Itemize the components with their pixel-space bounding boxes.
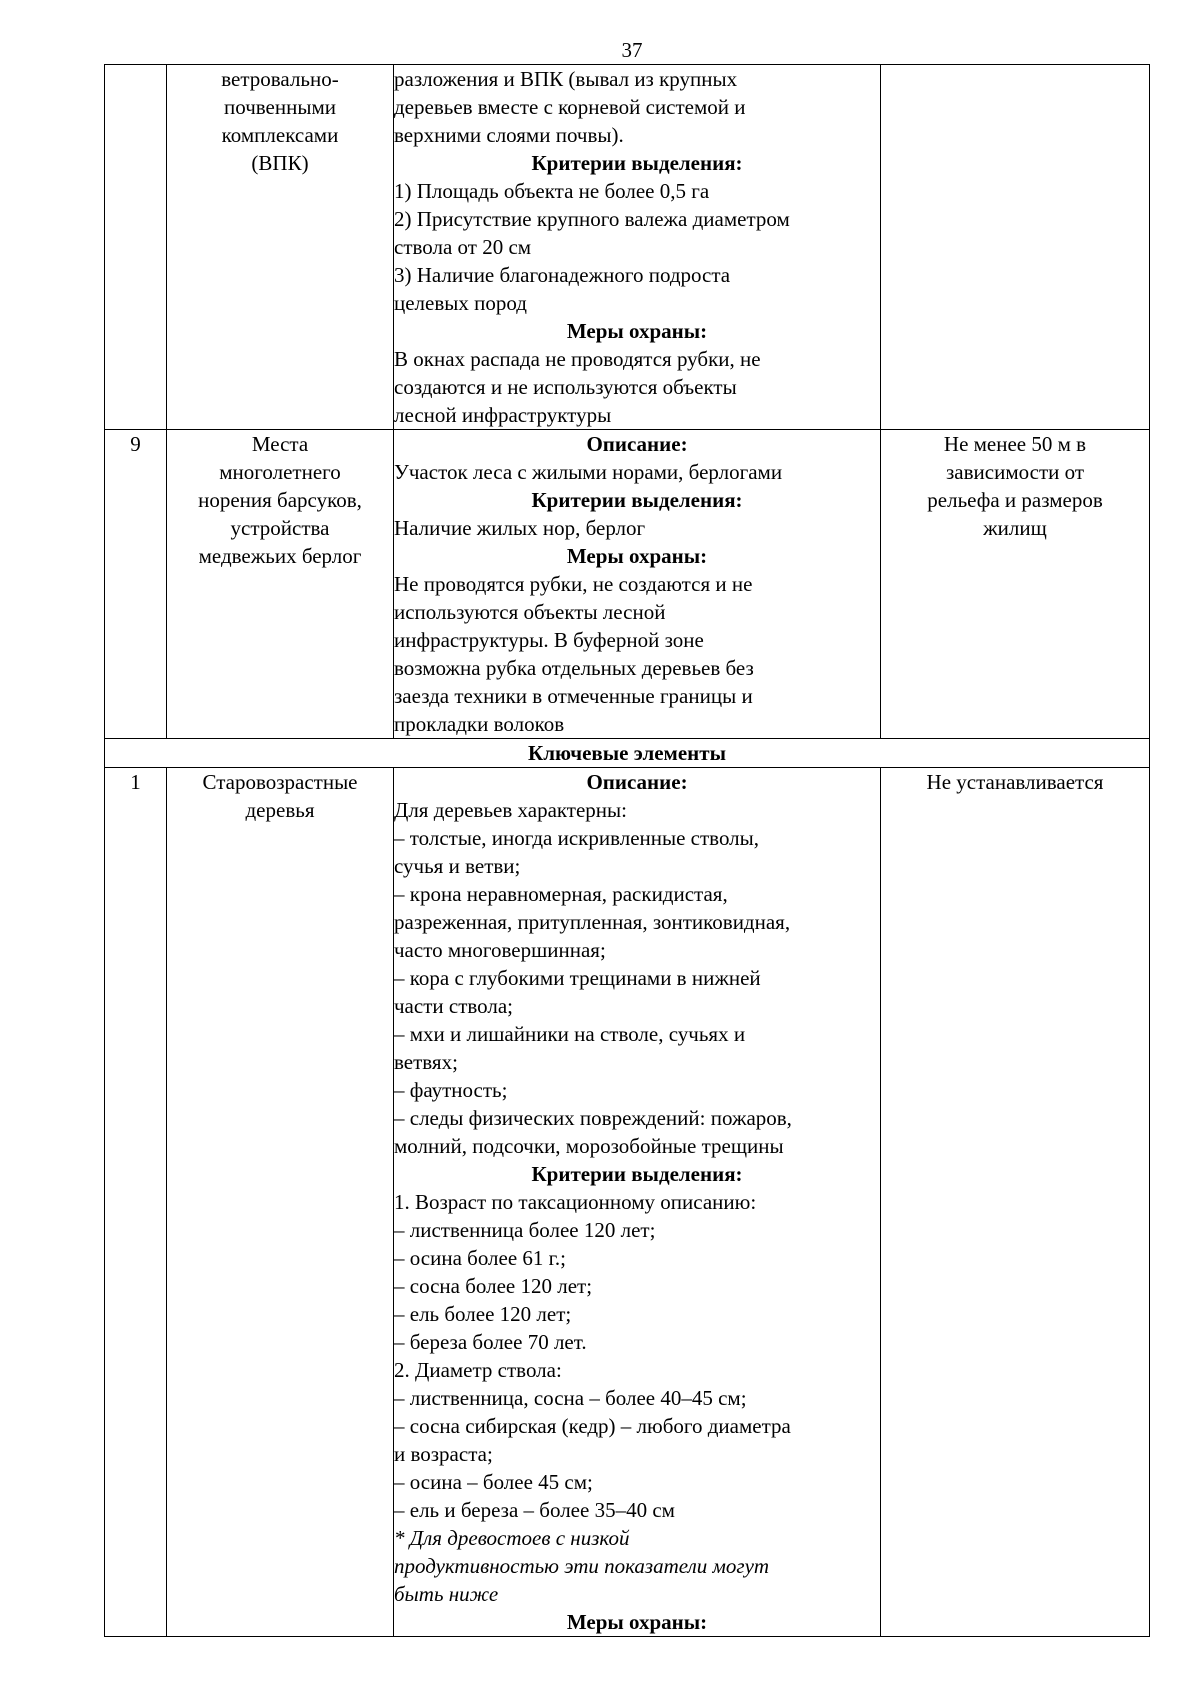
description-line: – следы физических повреждений: пожаров, [394,1106,792,1130]
buffer-zone-line: Не менее 50 м в [943,432,1087,456]
description-line: Участок леса с жилыми норами, берлогами [394,460,783,484]
row-number-cell: 1 [105,768,167,1637]
footnote-line: продуктивностью эти показатели могут [394,1554,770,1578]
protection-line: заезда техники в отмеченные границы и [394,684,753,708]
description-line: – кора с глубокими трещинами в нижней [394,966,761,990]
footnote-line: * Для древостоев с низкой [394,1526,630,1550]
criteria-line: – сосна сибирская (кедр) – любого диаметра [394,1414,791,1438]
protection-line: возможна рубка отдельных деревьев без [394,656,754,680]
object-name-cell [167,768,394,1637]
page-number: 37 [621,38,643,62]
object-name-line: комплексами [221,123,339,147]
description-line: – мхи и лишайники на стволе, сучьях и [394,1022,746,1046]
table-row-vpk-continued [105,65,1150,430]
description-line: разреженная, притупленная, зонтиковидная, [394,910,791,934]
description-line: разложения и ВПК (вывал из крупных [394,67,738,91]
key-habitats-table [104,64,1150,1637]
criteria-line: – осина – более 45 см; [394,1470,593,1494]
protection-line: В окнах распада не проводятся рубки, не [394,347,761,371]
object-name-line: почвенными [224,95,336,119]
protection-line: создаются и не используются объекты [394,375,737,399]
protection-heading: Меры охраны: [566,1610,708,1634]
description-line: часто многовершинная; [394,938,606,962]
object-name-line: норения барсуков, [198,488,362,512]
description-cell [394,768,881,1637]
object-name-line: деревья [245,798,315,822]
description-line: – крона неравномерная, раскидистая, [394,882,728,906]
description-heading: Описание: [586,770,688,794]
buffer-zone-cell [881,430,1150,739]
criteria-heading: Критерии выделения: [531,1162,743,1186]
protection-line: инфраструктуры. В буферной зоне [394,628,704,652]
protection-line: используются объекты лесной [394,600,666,624]
table-row-9 [105,430,1150,739]
footnote-line: быть ниже [394,1582,499,1606]
description-line: части ствола; [394,994,513,1018]
criteria-line: – лиственница более 120 лет; [394,1218,656,1242]
object-name-line: устройства [230,516,330,540]
description-cell [394,65,881,430]
criteria-line: – береза более 70 лет. [394,1330,587,1354]
buffer-zone-line: Не устанавливается [926,770,1104,794]
description-line: Для деревьев характерны: [394,798,627,822]
object-name-cell [167,430,394,739]
criteria-heading: Критерии выделения: [531,488,743,512]
protection-line: прокладки волоков [394,712,565,736]
buffer-zone-line: рельефа и размеров [927,488,1103,512]
object-name-line: ветровально- [221,67,339,91]
description-line: ветвях; [394,1050,458,1074]
criteria-line: 1) Площадь объекта не более 0,5 га [394,179,710,203]
table-row-1 [105,768,1150,1637]
object-name-cell [167,65,394,430]
criteria-line: и возраста; [394,1442,493,1466]
description-line: молний, подсочки, морозобойные трещины [394,1134,784,1158]
object-name-line: медвежьих берлог [198,544,362,568]
criteria-line: 1. Возраст по таксационному описанию: [394,1190,757,1214]
criteria-line: 3) Наличие благонадежного подроста [394,263,731,287]
criteria-line: 2. Диаметр ствола: [394,1358,562,1382]
section-header-row [105,739,1150,768]
description-line: сучья и ветви; [394,854,521,878]
criteria-heading: Критерии выделения: [531,151,743,175]
criteria-line: – осина более 61 г.; [394,1246,566,1270]
row-number-cell [105,65,167,430]
description-line: верхними слоями почвы). [394,123,624,147]
row-number-cell: 9 [105,430,167,739]
buffer-zone-cell [881,65,1150,430]
object-name-line: многолетнего [219,460,341,484]
criteria-line: – ель и береза – более 35–40 см [394,1498,675,1522]
protection-heading: Меры охраны: [566,319,708,343]
criteria-line: 2) Присутствие крупного валежа диаметром [394,207,790,231]
description-heading: Описание: [586,432,688,456]
object-name-line: Старовозрастные [202,770,358,794]
description-line: деревьев вместе с корневой системой и [394,95,746,119]
protection-heading: Меры охраны: [566,544,708,568]
section-title: Ключевые элементы [105,739,1150,768]
object-name-line: Места [251,432,309,456]
criteria-line: – ель более 120 лет; [394,1302,572,1326]
criteria-line: – лиственница, сосна – более 40–45 см; [394,1386,747,1410]
object-name-line: (ВПК) [251,151,309,175]
protection-line: лесной инфраструктуры [394,403,612,427]
protection-line: Не проводятся рубки, не создаются и не [394,572,753,596]
criteria-line: Наличие жилых нор, берлог [394,516,646,540]
criteria-line: целевых пород [394,291,527,315]
description-line: – толстые, иногда искривленные стволы, [394,826,760,850]
buffer-zone-cell [881,768,1150,1637]
criteria-line: ствола от 20 см [394,235,532,259]
description-cell [394,430,881,739]
description-line: – фаутность; [394,1078,508,1102]
buffer-zone-line: жилищ [983,516,1047,540]
criteria-line: – сосна более 120 лет; [394,1274,593,1298]
buffer-zone-line: зависимости от [945,460,1085,484]
